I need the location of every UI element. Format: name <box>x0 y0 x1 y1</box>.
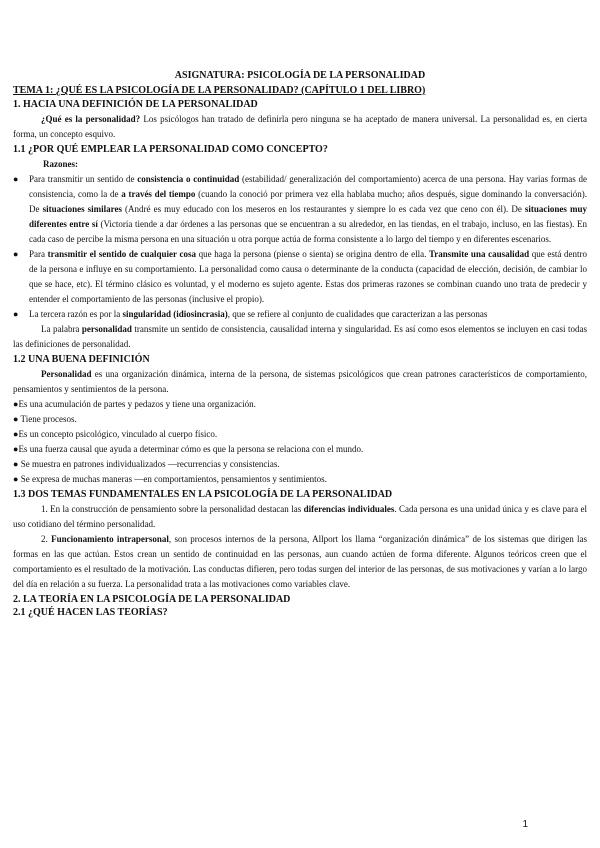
list-item: ● Se expresa de muchas maneras —en comportamientos, pensamientos y sentimientos. <box>13 474 327 484</box>
bullet-icon: ● <box>13 174 19 184</box>
section-heading-1: 1. HACIA UNA DEFINICIÓN DE LA PERSONALIDAD <box>13 99 258 110</box>
list-item: ●Es una acumulación de partes y pedazos y tiene una organización. <box>13 399 256 409</box>
section-heading-1-2: 1.2 UNA BUENA DEFINICIÓN <box>13 354 150 365</box>
paragraph-definition-intro: ¿Qué es la personalidad? Los psicólogos han tratado de definirla pero ninguna se ha aceptado de manera universal. La personalidad es, en cierta forma, un concepto esquivo. <box>13 114 587 139</box>
bullet-singularity: ● La tercera razón es por la singularidad (idiosincrasia), que se refiere al conjunto de cualidades que caracterizan a las personas <box>13 307 587 322</box>
section-heading-1-3: 1.3 DOS TEMAS FUNDAMENTALES EN LA PSICOLOGÍA DE LA PERSONALIDAD <box>13 489 393 500</box>
list-item: ●Es una fuerza causal que ayuda a determinar cómo es que la persona se relaciona con el mundo. <box>13 444 364 454</box>
section-heading-1-1: 1.1 ¿POR QUÉ EMPLEAR LA PERSONALIDAD COMO CONCEPTO? <box>13 144 328 155</box>
paragraph-personality-word: La palabra personalidad transmite un sentido de consistencia, causalidad interna y singularidad. Es así como esos elementos se incluyen en casi todas las definiciones de personalidad. <box>13 324 587 349</box>
chapter-title: TEMA 1: ¿QUÉ ES LA PSICOLOGÍA DE LA PERSONALIDAD? (CAPÍTULO 1 DEL LIBRO) <box>13 85 426 96</box>
bullet-consistency: ● Para transmitir un sentido de consistencia o continuidad (estabilidad/ generalización del comportamiento) acerca de una persona. Hay varias formas de consistencia, como la de a través del tiempo (cuando la conoció por primera vez ella hablaba mucho; años después, sigue dominando la conversación). De situaciones similares (André es muy educado con los meseros en los restaurantes y siempre lo es cada vez que ceno con él). De situaciones muy diferentes entre sí (Victoria tiende a dar órdenes a las personas que se encuentran a su alrededor, en las tiendas, en el trabajo, incluso, en las fiestas). En cada caso de percibe la misma persona en una situación u otra porque actúa de forma consistente a lo largo del tiempo y en diferentes escenarios. <box>13 174 587 244</box>
reasons-label: Razones: <box>43 159 78 169</box>
section-heading-2: 2. LA TEORÍA EN LA PSICOLOGÍA DE LA PERSONALIDAD <box>13 594 291 605</box>
bullet-icon: ● <box>13 249 19 259</box>
section-heading-2-1: 2.1 ¿QUÉ HACEN LAS TEORÍAS? <box>13 607 168 618</box>
list-item: ●Es un concepto psicológico, vinculado al cuerpo físico. <box>13 429 218 439</box>
paragraph-good-definition: Personalidad es una organización dinámica, interna de la persona, de sistemas psicológicos que crean patrones característicos de comportamiento, pensamientos y sentimientos de la persona. <box>13 369 587 394</box>
paragraph-intrapersonal: 2. Funcionamiento intrapersonal, son procesos internos de la persona, Allport los llama “organización dinámica” de los sistemas que dirigen las formas en las que actúan. Estos crean un sentido de continuidad en las personas, aun cuando actúen de forma diferente. Algunos teóricos creen que el comportamiento es el resultado de la motivación. Las conductas difieren, pero todas surgen del interior de las personas, de sus motivaciones y varían a lo largo del día en relación a su fuerza. La personalidad trata a las motivaciones como variables clave. <box>13 534 588 589</box>
bullet-icon: ● <box>13 309 19 319</box>
list-item: ● Tiene procesos. <box>13 414 77 424</box>
page-number: 1 <box>522 819 528 830</box>
paragraph-individual-differences: 1. En la construcción de pensamiento sobre la personalidad destacan las diferencias individuales. Cada persona es una unidad única y es clave para el uso cotidiano del término personalidad. <box>13 504 587 529</box>
list-item: ● Se muestra en patrones individualizados —recurrencias y consistencias. <box>13 459 280 469</box>
bullet-causality: ● Para transmitir el sentido de cualquier cosa que haga la persona (piense o sienta) se origina dentro de ella. Transmite una causalidad que está dentro de la persona e influye en su comportamiento. La personalidad como causa o determinante de la conducta (capacidad de elección, decisión, de cambiar lo que se hace, etc). El término clásico es voluntad, y el moderno es sujeto agente. Estas dos primeras razones se combinan cuando uno trata de predecir y entender el comportamiento de las personas (inclusive el propio). <box>13 249 588 304</box>
course-title: ASIGNATURA: PSICOLOGÍA DE LA PERSONALIDAD <box>174 70 426 81</box>
